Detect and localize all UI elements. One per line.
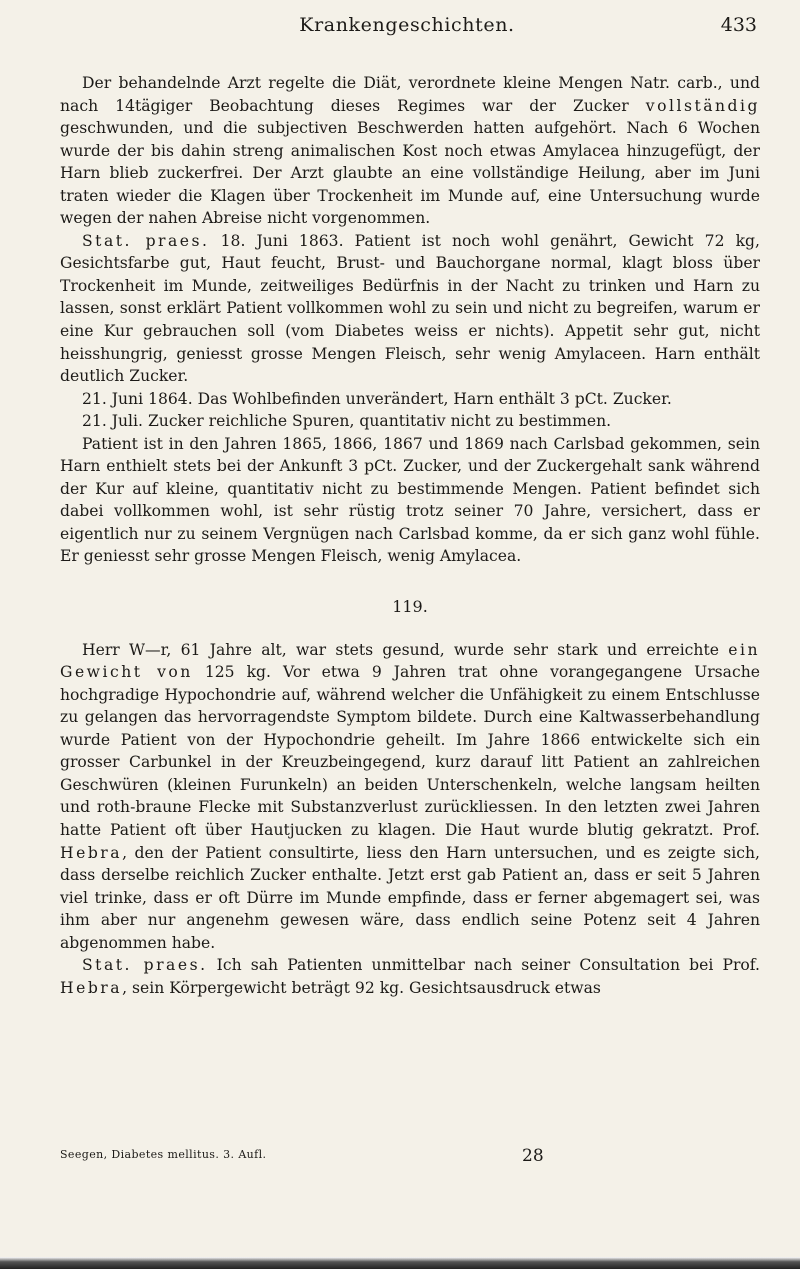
case-number: 119. xyxy=(392,597,428,617)
paragraph: Stat. praes. 18. Juni 1863. Patient ist noch wohl genährt, Gewicht 72 kg, Gesichtsfarbe gut, Haut feucht, Brust- und Bauchorgane normal, klagt bloss über Trockenheit im Munde, zeitweiliges Bedürfnis in der Nacht zu trinken und Harn zu lassen, sonst erklärt Patient vollkommen wohl zu sein und nicht zu begreifen, warum er eine Kur gebrauchen soll (vom Diabetes weiss er nichts). Appetit sehr gut, nicht heisshungrig, geniesst grosse Mengen Fleisch, sehr wenig Amylaceen. Harn enthält deutlich Zucker. xyxy=(60,231,760,386)
scan-edge xyxy=(0,1257,800,1269)
page-number: 433 xyxy=(720,14,757,36)
paragraph: 21. Juli. Zucker reichliche Spuren, quantitativ nicht zu bestimmen. xyxy=(82,412,612,431)
signature-mark: 28 xyxy=(522,1146,544,1166)
status-heading: Stat. praes. xyxy=(82,956,208,975)
emphasis: ein Gewicht von xyxy=(60,640,760,682)
status-heading: Stat. praes. xyxy=(82,231,210,250)
book-reference: Seegen, Diabetes mellitus. 3. Aufl. xyxy=(60,1148,267,1161)
paragraph: Der behandelnde Arzt regelte die Diät, verordnete kleine Mengen Natr. carb., und nach 14tägiger Beobachtung dieses Regimes war der Zucker vollständig geschwunden, und die subjectiven Beschwerden hatten aufgehört. Nach 6 Wochen wurde der bis dahin streng animalischen Kost noch etwas Amylacea hinzugefügt, der Harn blieb zuckerfrei. Der Arzt glaubte an eine vollständige Heilung, aber im Juni traten wieder die Klagen über Trockenheit im Munde auf, eine Untersuchung wurde wegen der nahen Abreise nicht vorgenommen. xyxy=(60,74,760,228)
person-name: Hebra xyxy=(60,978,123,997)
paragraph: Herr W—r, 61 Jahre alt, war stets gesund, wurde sehr stark und erreichte ein Gewicht von 125 kg. Vor etwa 9 Jahren trat ohne vorangegangene Ursache hochgradige Hypochondrie auf, während welcher die Unfähigkeit zu einem Entschlusse zu gelangen das hervorragendste Symptom bildete. Durch eine Kaltwasserbehandlung wurde Patient von der Hypochondrie geheilt. Im Jahre 1866 entwickelte sich ein grosser Carbunkel in der Kreuzbeingegend, kurz darauf litt Patient an zahlreichen Geschwüren (kleinen Furunkeln) an beiden Unterschenkeln, welche langsam heilten und roth-braune Flecke mit Substanzverlust zurückliessen. In den letzten zwei Jahren hatte Patient oft über Hautjucken zu klagen. Die Haut wurde blutig gekratzt. Prof. Hebra, den der Patient consultirte, liess den Harn untersuchen, und es zeigte sich, dass derselbe reichlich Zucker enthalte. Jetzt erst gab Patient an, dass er seit 5 Jahren viel trinke, dass er oft Dürre im Munde empfinde, dass er ferner abgemagert sei, was ihm aber nur angenehm gewesen wäre, dass endlich seine Potenz seit 4 Jahren abgenommen habe. xyxy=(60,640,760,952)
emphasis: vollständig xyxy=(645,96,760,115)
page-footer xyxy=(60,1148,760,1172)
person-name: Hebra xyxy=(60,843,123,862)
body-text xyxy=(60,72,760,999)
paragraph: 21. Juni 1864. Das Wohlbefinden unverändert, Harn enthält 3 pCt. Zucker. xyxy=(82,389,672,408)
paragraph: Stat. praes. Ich sah Patienten unmittelbar nach seiner Consultation bei Prof. Hebra, sein Körpergewicht beträgt 92 kg. Gesichtsausdruck etwas xyxy=(60,956,760,997)
running-head: Krankengeschichten. xyxy=(299,14,515,36)
paragraph: Patient ist in den Jahren 1865, 1866, 1867 und 1869 nach Carlsbad gekommen, sein Harn enthielt stets bei der Ankunft 3 pCt. Zucker, und der Zuckergehalt sank während der Kur auf kleine, quantitativ nicht zu bestimmende Mengen. Patient befindet sich dabei vollkommen wohl, ist sehr rüstig trotz seiner 70 Jahre, versichert, dass er eigentlich nur zu seinem Vergnügen nach Carlsbad komme, da er sich ganz wohl fühle. Er geniesst sehr grosse Mengen Fleisch, wenig Amylacea. xyxy=(60,434,760,566)
page-header xyxy=(57,14,757,46)
